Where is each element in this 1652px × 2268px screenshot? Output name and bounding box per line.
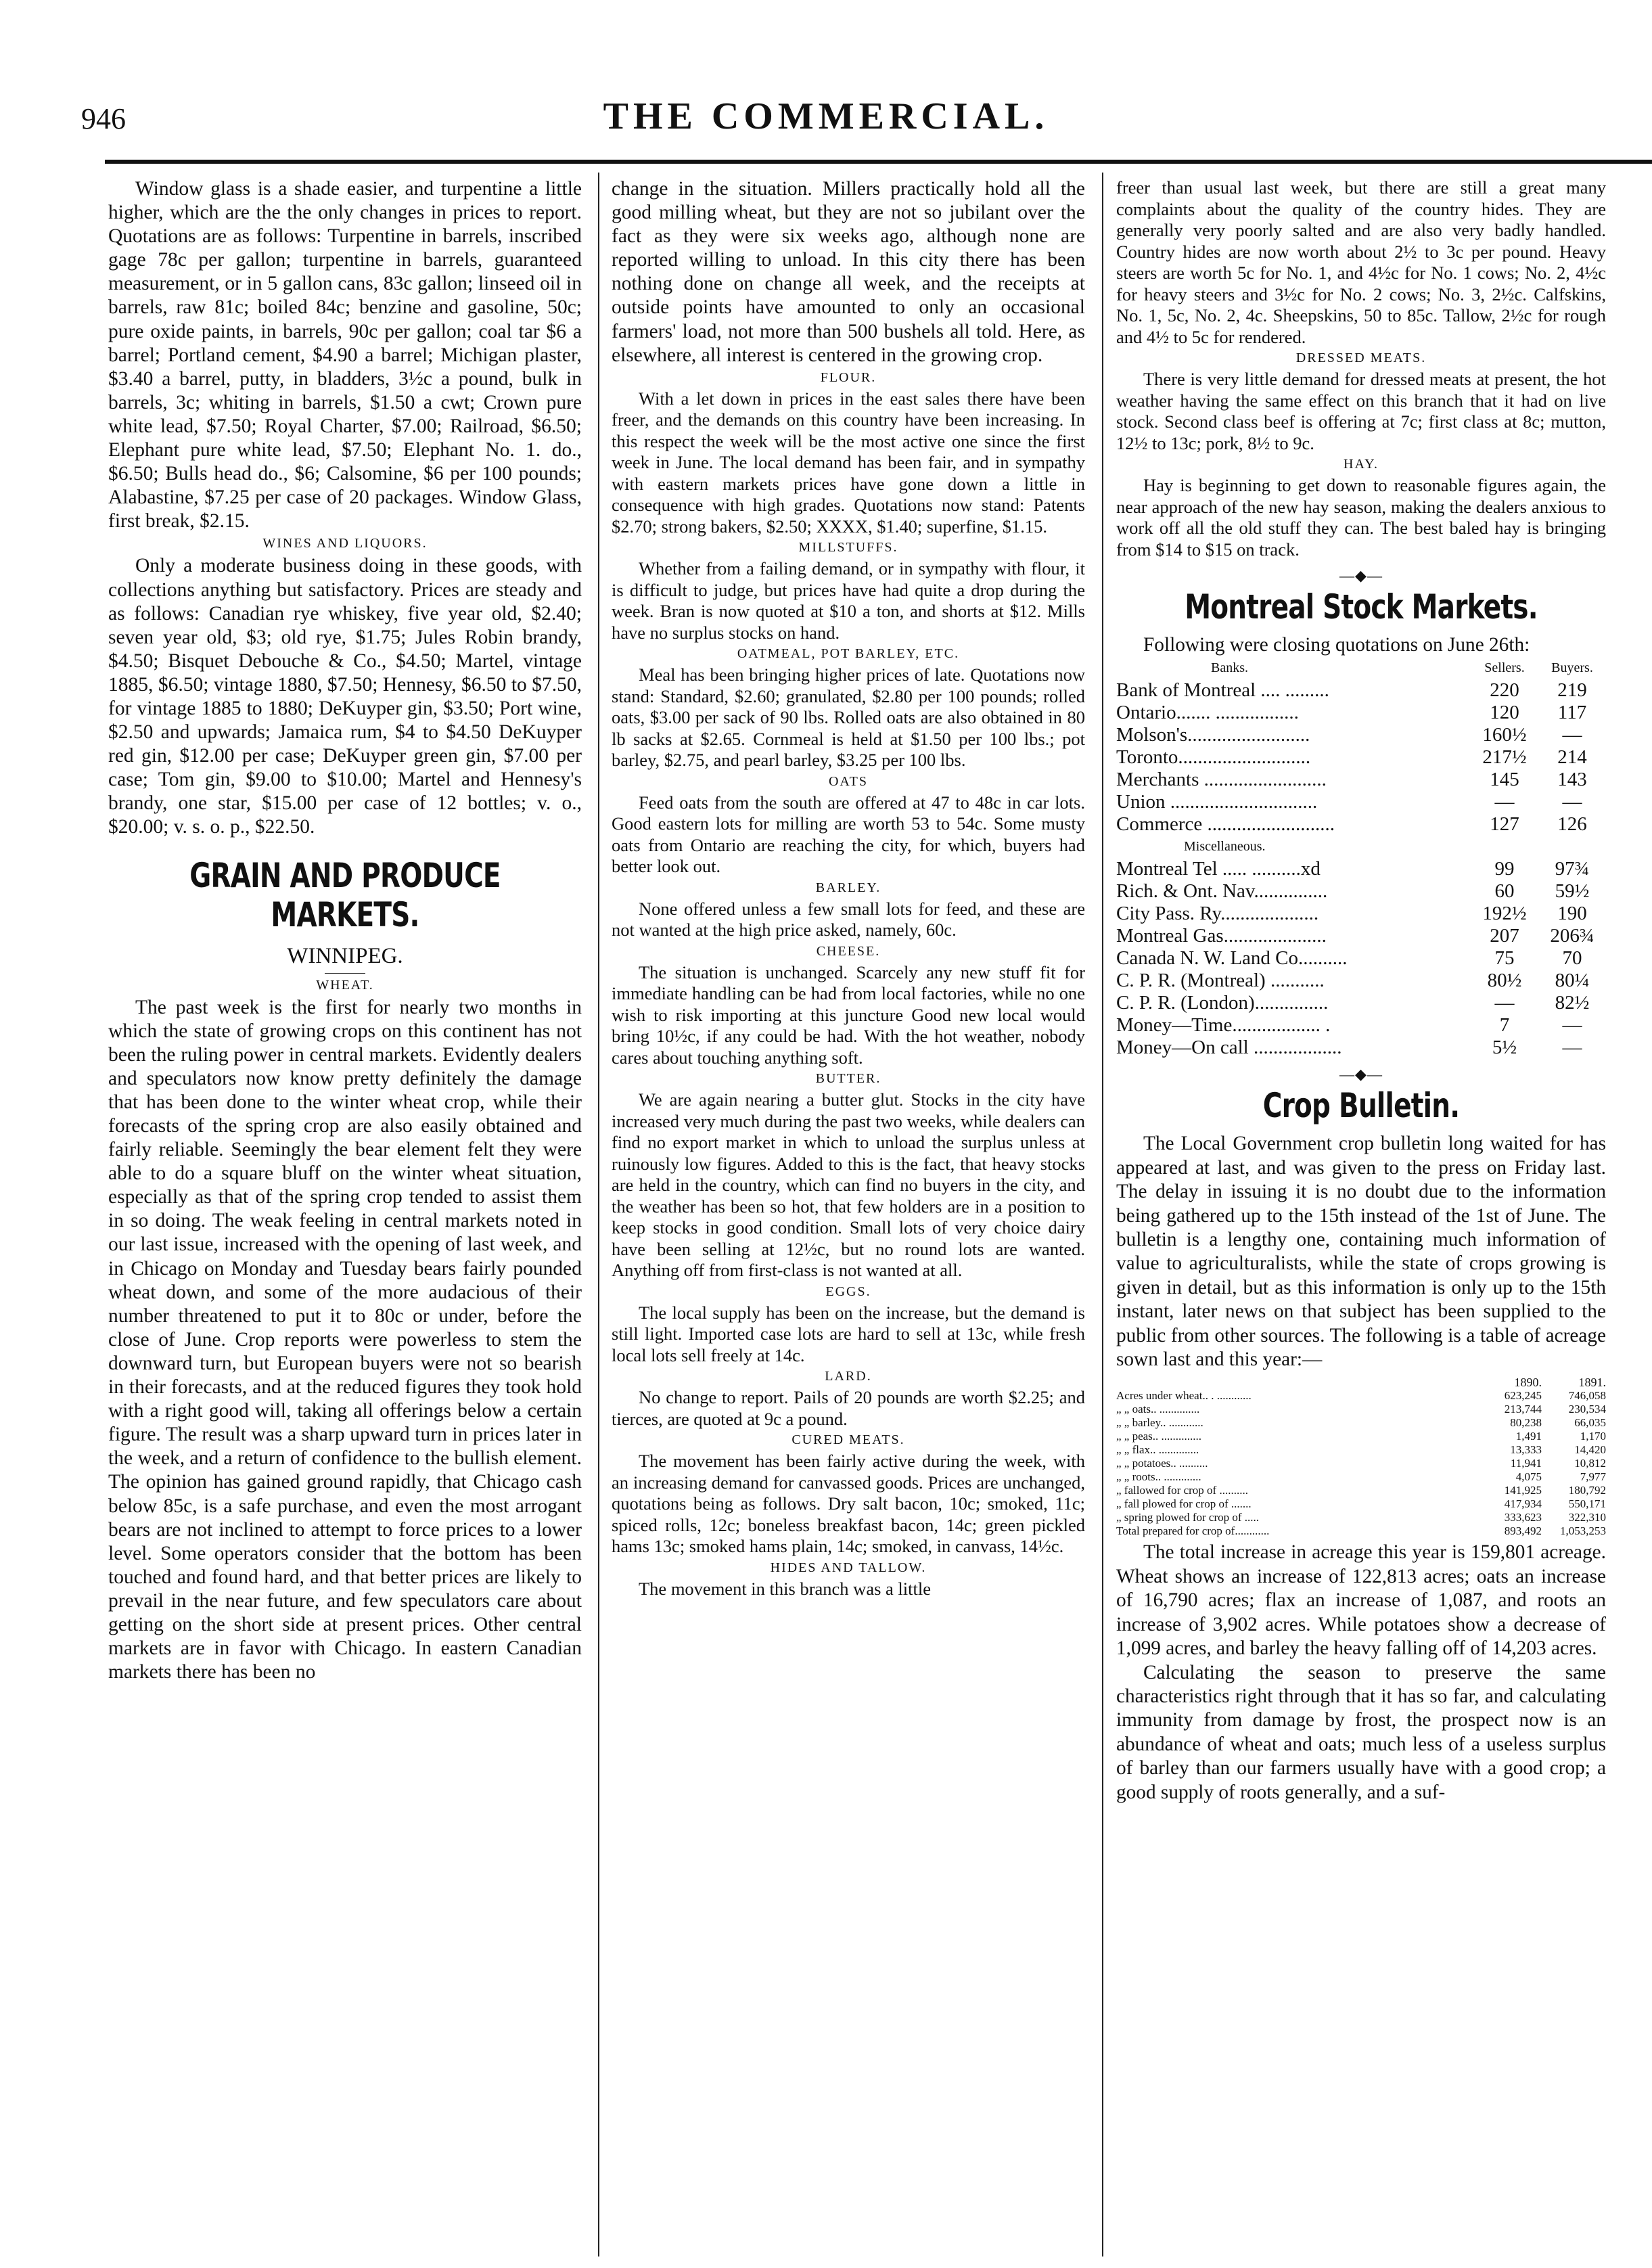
dressed-meats-heading: DRESSED MEATS. xyxy=(1295,350,1427,365)
ornament-rule: —◆— xyxy=(1339,1066,1383,1083)
ornament-rule: —◆— xyxy=(1339,567,1383,584)
cured-meats-paragraph: The movement has been fairly active during the week, with an increasing demand for canvassed goods. Prices are unchanged, quotations being as follows. Dry salt bacon, 10c; smoked, 11c; spiced rolls, 12c; boneless breakfast bacon, 14c; green pickled hams 13c; smoked hams plain, 14c; smoked, in canvass, 14½c. xyxy=(612,1451,1085,1557)
table-row: Money—Time.................. . 7 — xyxy=(1116,1014,1582,1037)
crop-intro: The Local Government crop bulletin long waited for has appeared at last, and was given to the press on Friday last. The delay in issuing it is no doubt due to the information being gathered up to the 15th instead of the 1st of June. The bulletin is a lengthy one, containing much information of value to agriculturalists, while the state of crops growing is given in detail, but as this information is only up to the 15th instant, later news on that subject has been supplied to the public from other sources. The following is a table of acreage sown last and this year:— xyxy=(1116,1133,1606,1371)
table-row: Toronto........................... 217½ 214 xyxy=(1116,746,1587,769)
hay-paragraph: Hay is beginning to get down to reasonable figures again, the near approach of the new hay season, making the dealers anxious to work off all the old stuff they can. The best baled hay is bringing from $14 to $15 on track. xyxy=(1116,475,1606,560)
stock-table-header xyxy=(1116,657,1606,679)
paints-paragraph: Window glass is a shade easier, and turpentine a little higher, which are the the only changes in prices to report. Quotations are as follows: Turpentine in barrels, inscribed gage 78c per gallon; turpentine in barrels, guaranteed measurement, or in 5 gallon cans, 83c gallon; linseed oil in barrels, raw 81c; boiled 84c; benzine and gasoline, 50c; pure oxide paints, in barrels, 90c per gallon; coal tar $6 a barrel; Portland cement, $4.90 a barrel; Michigan plaster, $3.40 a barrel, putty, in bladders, 3½c a pound, bulk in barrels, 3c; whiting in barrels, $1.50 a cwt; Crown pure white lead, $7.50; Royal Charter, $7.00; Railroad, $6.50; Elephant pure white lead, $7.50; Elephant No. 1. do., $6.50; Bulls head do., $6; Calsomine, $6 per 100 pounds; Alabastine, $7.25 per case of 20 packages. Window Glass, first break, $2.15. xyxy=(108,178,582,532)
wheat-heading: WHEAT. xyxy=(316,977,374,993)
butter-paragraph: We are again nearing a butter glut. Stocks in the city have increased very much during the past two weeks, while dealers can find no export market in which to unload the surplus unless at ruinously low figures. Added to this is the fact, that heavy stocks are held in the country, which can find no buyers in the city, and the weather has been so hot, that few holders are in a position to keep stocks in good condition. Small lots of very choice dairy have been selling at 12½c, but no round lots are wanted. Anything off from first-class is not wanted at all. xyxy=(612,1089,1085,1281)
table-row: City Pass. Ry.................... 192½ 190 xyxy=(1116,903,1587,925)
table-row: Merchants ......................... 145 143 xyxy=(1116,769,1587,791)
table-row: „ „ peas.. .............. 1,491 1,170 xyxy=(1116,1430,1606,1443)
header-rule xyxy=(105,160,1652,164)
table-row: Canada N. W. Land Co.......... 75 70 xyxy=(1116,947,1582,970)
table-row: Acres under wheat.. . ............ 623,245 746,058 xyxy=(1116,1389,1606,1403)
city-heading: WINNIPEG. xyxy=(287,943,403,968)
barley-heading: BARLEY. xyxy=(815,880,881,895)
oats-paragraph: Feed oats from the south are offered at 47 to 48c in car lots. Good eastern lots for milling are worth 53 to 54c. Some musty oats from Ontario are reaching the city, for which, buyers had better look out. xyxy=(612,792,1085,877)
col-header-sellers: Sellers. xyxy=(1484,660,1525,676)
table-row: Rich. & Ont. Nav............... 60 59½ xyxy=(1116,880,1590,903)
table-row: „ „ roots.. ............. 4,075 7,977 xyxy=(1116,1470,1606,1484)
acreage-table xyxy=(1116,1376,1606,1538)
hides-paragraph: The movement in this branch was a little xyxy=(639,1578,931,1599)
column-2 xyxy=(612,177,1085,1600)
column-divider xyxy=(598,173,599,2256)
short-rule xyxy=(325,973,365,974)
table-row: C. P. R. (London)............... — 82½ xyxy=(1116,992,1590,1014)
acreage-table-header xyxy=(1116,1376,1606,1389)
cheese-paragraph: The situation is unchanged. Scarcely any new stuff fit for immediate handling can be had from local factories, while no one wish to risk importing at this juncture Good new local would bring 10½c, if any could be had. With the hot weather, nobody cares about touching anything soft. xyxy=(612,961,1085,1068)
table-row: „ „ barley.. ............ 80,238 66,035 xyxy=(1116,1416,1606,1430)
wheat-continued: change in the situation. Millers practically hold all the good milling wheat, but they are not so jubilant over the fact as they were six weeks ago, although none are reported willing to unload. In this city there has been nothing done on change all week, and the receipts at outside points have amounted to only an occasional farmers' load, not more than 500 bushels all told. Here, as elsewhere, all interest is centered in the growing crop. xyxy=(612,178,1085,366)
column-divider xyxy=(1102,173,1103,2256)
table-row: „ „ oats.. .............. 213,744 230,534 xyxy=(1116,1403,1606,1416)
table-row: „ fall plowed for crop of ....... 417,934 550,171 xyxy=(1116,1497,1606,1511)
lard-heading: LARD. xyxy=(825,1369,872,1384)
table-row: C. P. R. (Montreal) ........... 80½ 80¼ xyxy=(1116,970,1590,992)
misc-heading-row: Miscellaneous. xyxy=(1184,839,1266,855)
oatmeal-paragraph: Meal has been bringing higher prices of late. Quotations now stand: Standard, $2.60; granulated, $2.80 per 100 pounds; rolled oats, $3.00 per sack of 90 lbs. Rolled oats are also obtained in 80 lb sacks at $2.65. Cornmeal is held at $1.50 per 100 lbs.; pot barley, $2.75, and pearl barley, $3.25 per 100 lbs. xyxy=(612,664,1085,771)
wheat-paragraph: The past week is the first for nearly two months in which the state of growing crops on this continent has not been the ruling power in central markets. Evidently dealers and speculators now know pretty definitely the damage that has been done to the winter wheat crop, while their forecasts of the spring crop are also easily obtained and fairly reliable. Seemingly the bear element felt they were able to do a square bluff on the winter wheat situation, especially as that of the spring crop tended to assist them in so doing. The weak feeling in central markets noted in our last issue, increased with the opening of last week, and in Chicago on Monday and Tuesday bears fairly pounded wheat down, and some of the more audacious of their number threatened to put it to 80c or under, before the close of June. Crop reports were powerless to stem the downward turn, but European buyers were not so bearish in their forecasts, and at the reduced figures they took hold with a right good will, taking all offerings below a certain figure. The result was a sharp upward turn in prices later in the week, and a return of confidence to the bullish element. The opinion has gained ground rapidly, that Chicago cash below 85c, is a safe purchase, and even the most arrogant bears are not inclined to attempt to force prices to a lower level. Some operators consider that the bottom has been touched and found hard, and that better prices are likely to prevail in the near future, and few speculators care about getting on the short side at present prices. Other central markets are in favor with Chicago. In eastern Canadian markets there has been no xyxy=(108,996,582,1683)
dressed-meats-paragraph: There is very little demand for dressed meats at present, the hot weather having the same effect on this branch that it had on live stock. Second class beef is offering at 7c; first class at 8c; mutton, 12½ to 13c; pork, 8½ to 9c. xyxy=(1116,369,1606,453)
lard-paragraph: No change to report. Pails of 20 pounds are worth $2.25; and tierces, are quoted at 9c a pound. xyxy=(612,1387,1085,1429)
table-row: Montreal Tel ..... ..........xd 99 97¾ xyxy=(1116,858,1590,880)
cheese-heading: CHEESE. xyxy=(816,943,881,959)
table-row: „ „ potatoes.. .......... 11,941 10,812 xyxy=(1116,1457,1606,1470)
hay-heading: HAY. xyxy=(1344,457,1379,472)
eggs-paragraph: The local supply has been on the increase, but the demand is still light. Imported case lots are hard to sell at 13c, while fresh local lots sell freely at 14c. xyxy=(612,1302,1085,1365)
stock-intro: Following were closing quotations on June 26th: xyxy=(1143,634,1530,656)
col-header-banks: Banks. xyxy=(1211,660,1248,676)
cured-meats-heading: CURED MEATS. xyxy=(791,1432,905,1448)
crop-prospect-paragraph: Calculating the season to preserve the same characteristics right through that it has so far, and calculating immunity from damage by frost, the prospect now is an abundance of wheat and oats; much less of a useless surplus of barley than our farmers usually have with a good crop; a good supply of roots generally, and a suf- xyxy=(1116,1661,1606,1803)
millstuffs-heading: MILLSTUFFS. xyxy=(798,540,898,555)
oats-heading: OATS xyxy=(828,773,868,789)
butter-heading: BUTTER. xyxy=(815,1071,881,1087)
table-row: Ontario....... ................. 120 117 xyxy=(1116,702,1587,724)
table-row: Union .............................. — — xyxy=(1116,791,1582,813)
year-1890: 1890. xyxy=(1514,1376,1542,1390)
barley-paragraph: None offered unless a few small lots for feed, and these are not wanted at the high price asked, namely, 60c. xyxy=(612,898,1085,940)
stock-markets-title: Montreal Stock Markets. xyxy=(1185,587,1538,627)
flour-paragraph: With a let down in prices in the east sales there have been freer, and the demands on this country have been increasing. In this respect the week will be the most active one since the first week in June. The local demand has been fair, and in sympathy with eastern markets prices have gone down a little in consequence with high grades. Quotations now stand: Patents $2.70; strong bakers, $2.50; XXXX, $1.40; superfine, $1.15. xyxy=(612,388,1085,537)
crop-bulletin-title: Crop Bulletin. xyxy=(1262,1086,1460,1126)
crop-increase-paragraph: The total increase in acreage this year is 159,801 acreage. Wheat shows an increase of 122,813 acres; oats an increase of 16,790 acres; flax an increase of 1,087, and roots an increase of 3,902 acres. While potatoes show a decrease of 1,099 acres, and barley the heavy falling off of 14,203 acres. xyxy=(1116,1541,1606,1660)
wines-heading: WINES AND LIQUORS. xyxy=(262,536,428,551)
table-row: Commerce .......................... 127 126 xyxy=(1116,813,1587,836)
table-row: Total prepared for crop of............ 893,492 1,053,253 xyxy=(1116,1524,1606,1538)
table-row: Molson's......................... 160½ — xyxy=(1116,724,1582,746)
hides-heading: HIDES AND TALLOW. xyxy=(770,1560,927,1575)
stock-table xyxy=(1116,657,1606,1059)
column-1 xyxy=(108,177,582,1684)
flour-heading: FLOUR. xyxy=(820,369,877,385)
table-row: „ „ flax.. .............. 13,333 14,420 xyxy=(1116,1443,1606,1457)
table-row: „ spring plowed for crop of ..... 333,623 322,310 xyxy=(1116,1511,1606,1524)
oatmeal-heading: OATMEAL, POT BARLEY, ETC. xyxy=(737,646,960,662)
page-number: 946 xyxy=(81,102,126,135)
millstuffs-paragraph: Whether from a failing demand, or in sympathy with flour, it is difficult to judge, but prices have had quite a drop during the week. Bran is now quoted at $10 a ton, and shorts at $12. Mills have no surplus stocks on hand. xyxy=(612,558,1085,643)
eggs-heading: EGGS. xyxy=(825,1284,871,1299)
grain-markets-title: GRAIN AND PRODUCE MARKETS. xyxy=(189,855,501,934)
hides-continued: freer than usual last week, but there are still a great many complaints about the quality of the country hides. They are generally very poorly salted and are also very badly handled. Country hides are now worth about 2½ to 3c per pound. Heavy steers are worth 5c for No. 1, and 4½c for No. 1 cows; No. 2, 4½c for heavy steers and 3½c for No. 2 cows; No. 3, 2½c. Calfskins, No. 1, 5c, No. 2, 4c. Sheepskins, 50 to 85c. Tallow, 2½c for rough and 4½ to 5c for rendered. xyxy=(1116,177,1606,347)
year-1891: 1891. xyxy=(1578,1376,1606,1390)
column-3 xyxy=(1116,177,1606,1805)
table-row: Bank of Montreal .... ......... 220 219 xyxy=(1116,679,1587,702)
col-header-buyers: Buyers. xyxy=(1551,660,1593,676)
table-row: „ fallowed for crop of .......... 141,925 180,792 xyxy=(1116,1484,1606,1497)
wines-paragraph: Only a moderate business doing in these goods, with collections anything but satisfactory. Prices are steady and as follows: Canadian rye whiskey, five year old, $2.40; seven year old, $3; old rye, $1.75; Jules Robin brandy, $4.50; Bisquet Debouche & Co., $4.50; Martel, vintage 1885, $6.50; vintage 1880, $7.50; Hennesy, $6.50 to $7.50, for vintage 1885 to 1880; DeKuyper gin, $3.50; Port wine, $2.50 and upwards; Jamaica rum, $4 to $4.50 DeKuyper red gin, $12.00 per case; DeKuyper green gin, $7.00 per case; Tom gin, $9.00 to $10.00; Martel and Hennesy's brandy, one star, $15.00 per case of 12 bottles; v. o., $20.00; v. s. o. p., $22.50. xyxy=(108,555,582,838)
masthead: THE COMMERCIAL. xyxy=(603,95,1049,137)
table-row: Money—On call .................. 5½ — xyxy=(1116,1037,1582,1059)
table-row: Montreal Gas..................... 207 206¾ xyxy=(1116,925,1594,947)
